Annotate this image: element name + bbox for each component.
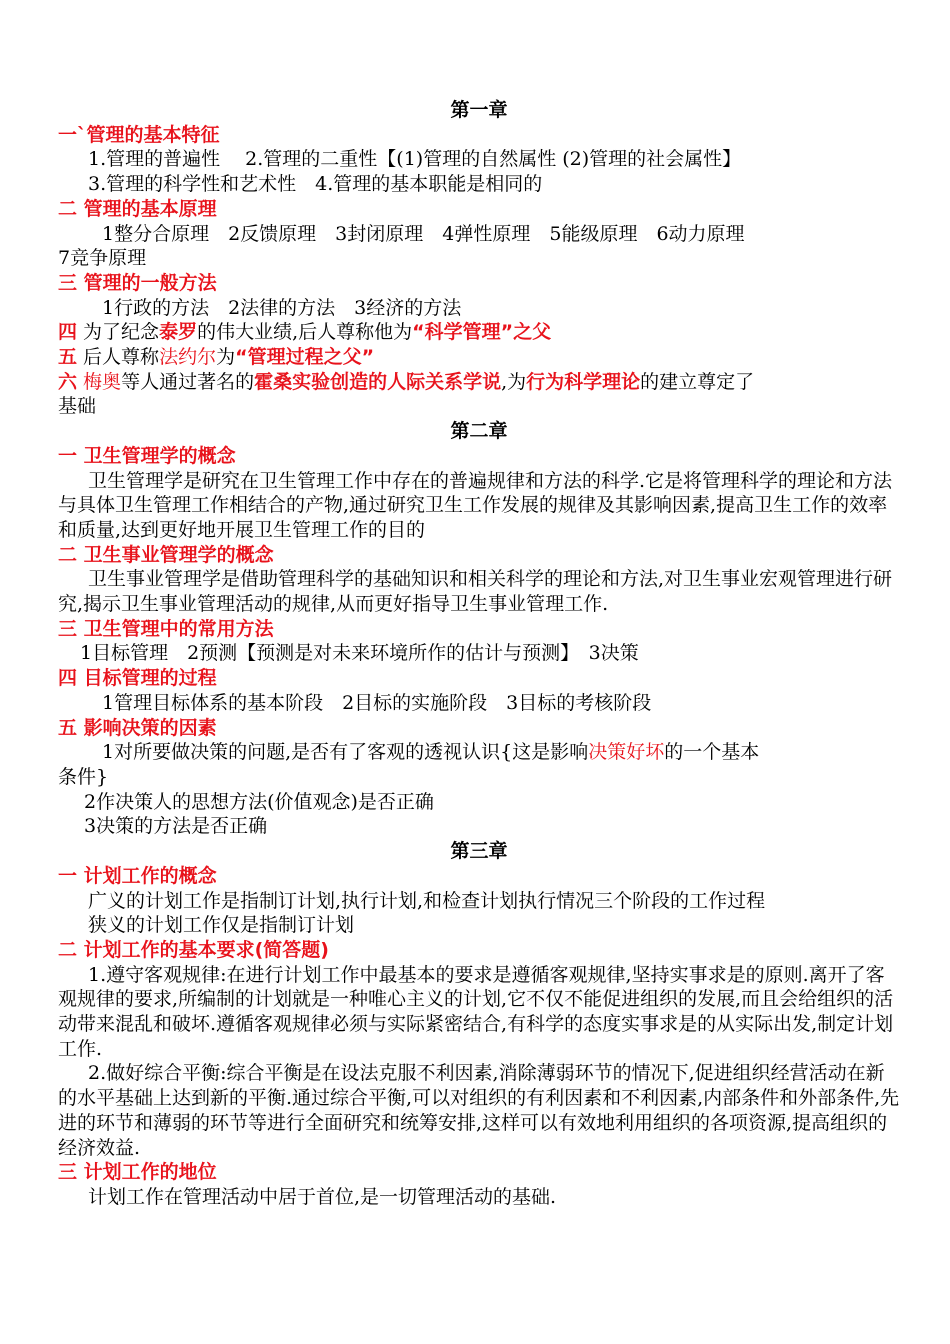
section-heading: 一 计划工作的概念 [58, 864, 217, 887]
statement-number: 四 [58, 321, 78, 344]
paragraph: 1.遵守客观规律:在进行计划工作中最基本的要求是遵循客观规律,坚持实事求是的原则.离开了客观规律的要求,所编制的计划就是一种唯心主义的计划,它不仅不能促进组织的发展,而且会给组织的活动带来混乱和破坏.遵循客观规律必须与实际紧密结合,有科学的态度实事求是的从实际出发,制定计划工作. [58, 963, 894, 1060]
list-line [58, 740, 900, 765]
paragraph: 卫生事业管理学是借助管理科学的基础知识和相关科学的理论和方法,对卫生事业宏观管理进行研究,揭示卫生事业管理活动的规律,从而更好指导卫生事业管理工作. [58, 568, 893, 616]
list-line: 1整分合原理 2反馈原理 3封闭原理 4弹性原理 5能级原理 6动力原理 [102, 222, 745, 245]
statement-continuation: 基础 [58, 395, 97, 418]
statement-text: 为 [216, 346, 236, 369]
statement-text: 为了纪念 [77, 321, 160, 344]
statement-text: ,为 [501, 370, 527, 393]
section-heading: 一`管理的基本特征 [58, 123, 220, 146]
statement-text: 等人通过著名的 [121, 370, 255, 393]
section-heading: 三 计划工作的地位 [58, 1161, 217, 1184]
list-line: 1目标管理 2预测【预测是对未来环境所作的估计与预测】 3决策 [80, 642, 639, 665]
section-heading: 二 计划工作的基本要求(简答题) [58, 938, 329, 961]
section-heading: 三 卫生管理中的常用方法 [58, 617, 274, 640]
paragraph: 卫生管理学是研究在卫生管理工作中存在的普遍规律和方法的科学.它是将管理科学的理论和方法与具体卫生管理工作相结合的产物,通过研究卫生工作发展的规律及其影响因素,提高卫生工作的效率和质量,达到更好地开展卫生管理工作的目的 [58, 469, 893, 541]
chapter-3-title: 第三章 [450, 840, 508, 863]
statement-line [58, 345, 900, 370]
statement-text: 后人尊称 [77, 346, 160, 369]
list-text: 的一个基本 [664, 741, 760, 764]
chapter-1-title: 第一章 [450, 99, 508, 121]
statement-number: 五 [58, 346, 78, 369]
list-line: 7竞争原理 [58, 247, 147, 270]
list-line: 3.管理的科学性和艺术性 4.管理的基本职能是相同的 [88, 173, 543, 196]
list-text: 1对所要做决策的问题,是否有了客观的透视认识{这是影响 [102, 741, 589, 764]
statement-text: 的伟大业绩,后人尊称他为 [197, 321, 413, 344]
statement-line [58, 370, 900, 395]
statement-text: 的建立尊定了 [640, 370, 755, 393]
paragraph: 计划工作在管理活动中居于首位,是一切管理活动的基础. [88, 1185, 557, 1208]
list-continuation: 条件} [58, 765, 109, 788]
person-name: 法约尔 [159, 346, 217, 369]
theory-name: 行为科学理论 [526, 370, 641, 393]
person-name: 泰罗 [159, 321, 198, 344]
section-heading: 三 管理的一般方法 [58, 271, 217, 294]
list-line: 2作决策人的思想方法(价值观念)是否正确 [84, 790, 434, 813]
list-line: 1行政的方法 2法律的方法 3经济的方法 [102, 296, 462, 319]
document-page [58, 98, 900, 1210]
paragraph: 狭义的计划工作仅是指制订计划 [88, 914, 355, 937]
honorific-title: “管理过程之父” [235, 346, 375, 369]
section-heading: 二 卫生事业管理学的概念 [58, 543, 274, 566]
list-line: 1.管理的普遍性 2.管理的二重性【(1)管理的自然属性 (2)管理的社会属性】 [88, 148, 742, 171]
statement-number: 六 [58, 370, 78, 393]
chapter-2-title: 第二章 [450, 420, 508, 443]
list-line: 3决策的方法是否正确 [84, 815, 268, 838]
statement-line [58, 320, 900, 345]
experiment-name: 霍桑实验创造的人际关系学说 [254, 370, 502, 393]
person-name: 梅奥 [77, 370, 122, 393]
honorific-title: “科学管理”之父 [412, 321, 552, 344]
section-heading: 五 影响决策的因素 [58, 716, 217, 739]
paragraph: 广义的计划工作是指制订计划,执行计划,和检查计划执行情况三个阶段的工作过程 [88, 889, 766, 912]
section-heading: 一 卫生管理学的概念 [58, 444, 236, 467]
highlight-text: 决策好坏 [588, 741, 665, 764]
section-heading: 四 目标管理的过程 [58, 667, 217, 690]
list-line: 1管理目标体系的基本阶段 2目标的实施阶段 3目标的考核阶段 [102, 691, 652, 714]
section-heading: 二 管理的基本原理 [58, 197, 217, 220]
paragraph: 2.做好综合平衡:综合平衡是在设法克服不利因素,消除薄弱环节的情况下,促进组织经营活动在新的水平基础上达到新的平衡.通过综合平衡,可以对组织的有利因素和不利因素,内部条件和外部条件,先进的环节和薄弱的环节等进行全面研究和统筹安排,这样可以有效地利用组织的各项资源,提高组织的经济效益. [58, 1062, 900, 1159]
